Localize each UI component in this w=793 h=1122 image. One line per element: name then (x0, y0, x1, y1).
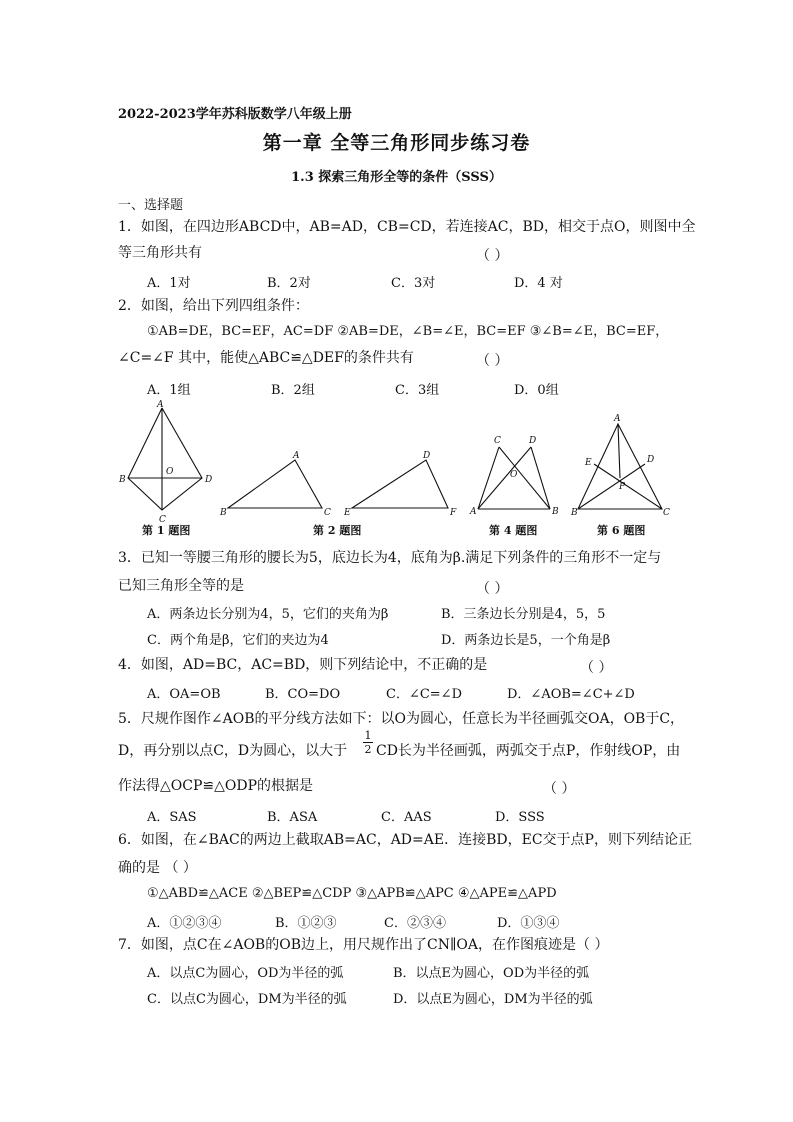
q2-line1: 2．如图，给出下列四组条件： (118, 298, 309, 314)
figures-row (110, 398, 690, 540)
q1-option-b: B．2对 (267, 276, 311, 291)
figure-4 (469, 436, 559, 517)
q4-option-a: A．OA=OB (147, 687, 221, 702)
q3-option-d: D．两条边长是5，一个角是β (441, 633, 611, 648)
q1-option-d: D．4 对 (514, 276, 563, 291)
q2-line2: ①AB=DE，BC=EF，AC=DF ②AB=DE，∠B=∠E，BC=EF ③∠B=∠E，BC=EF， (147, 324, 669, 339)
q5-option-b: B．ASA (267, 810, 318, 825)
f4-label-o: O (510, 470, 518, 480)
q1-option-c: C．3对 (391, 276, 436, 291)
q6-line1: 6．如图，在∠BAC的两边上截取AB=AC，AD=AE．连接BD，EC交于点P，则下列结论正 (118, 832, 692, 848)
q3-option-a: A．两条边长分别为4，5，它们的夹角为β (147, 607, 389, 622)
q4-paren: （ ） (580, 660, 613, 676)
q3-option-c: C．两个角是β，它们的夹边为4 (147, 633, 329, 648)
figure-2-triangle-def (343, 451, 457, 518)
q4-option-c: C．∠C=∠D (386, 687, 462, 702)
f4-label-a: A (470, 507, 477, 517)
q6-option-a: A．①②③④ (147, 916, 222, 931)
f2b-label-d: D (423, 451, 431, 461)
q4-option-b: B．CO=DO (265, 687, 341, 702)
page-title: 第一章 全等三角形同步练习卷 (262, 132, 531, 154)
q5-paren: （ ） (543, 781, 576, 797)
q5-line1: 5．尺规作图作∠AOB的平分线方法如下：以O为圆心，任意长为半径画弧交OA，OB于C， (118, 711, 685, 727)
q3-paren: （ ） (476, 581, 509, 597)
q2-option-d: D．0组 (514, 383, 559, 398)
q7-option-a: A．以点C为圆心，OD为半径的弧 (147, 966, 344, 981)
q1-option-a: A．1对 (147, 276, 191, 291)
page-subtitle: 1.3 探索三角形全等的条件（SSS） (291, 170, 502, 185)
f1-label-b: B (119, 475, 126, 485)
f6-label-b: B (571, 508, 578, 518)
f2a-label-c: C (324, 508, 331, 518)
q5-fraction (363, 729, 373, 756)
doc-header: 2022-2023学年苏科版数学八年级上册 (118, 107, 352, 122)
q6-option-b: B．①②③ (275, 916, 337, 931)
figure-4-caption: 第 4 题图 (489, 524, 538, 537)
f1-label-c: C (159, 515, 166, 525)
f2b-label-f: F (450, 508, 457, 518)
f6-label-a: A (614, 414, 621, 424)
q5-option-c: C．AAS (381, 810, 432, 825)
q1-line1: 1．如图，在四边形ABCD中，AB=AD，CB=CD，若连接AC，BD，相交于点O，则图中全 (118, 219, 696, 235)
q6-line3: ①△ABD≌△ACE ②△BEP≌△CDP ③△APB≌△APC ④△APE≌△APD (147, 886, 557, 901)
q2-option-b: B．2组 (271, 383, 315, 398)
figure-6-caption: 第 6 题图 (597, 524, 646, 537)
figure-1-caption: 第 1 题图 (142, 524, 191, 537)
f6-label-d: D (647, 455, 655, 465)
section-heading: 一、选择题 (118, 198, 184, 213)
f2a-label-b: B (220, 508, 227, 518)
q7-option-d: D．以点E为圆心，DM为半径的弧 (393, 992, 593, 1007)
figure-1-kite (118, 400, 212, 525)
q1-paren: （ ） (476, 248, 509, 264)
q5-fraction-denominator: 2 (364, 743, 372, 756)
f4-label-d: D (529, 436, 537, 446)
q5-line2-end: CD长为半径画弧，两弧交于点P，作射线OP，由 (376, 743, 681, 759)
q5-fraction-numerator: 1 (364, 729, 372, 742)
q5-line3: 作法得△OCP≌△ODP的根据是 (118, 778, 313, 794)
q7-option-b: B．以点E为圆心，OD为半径的弧 (393, 966, 590, 981)
f6-label-e: E (585, 458, 592, 468)
q2-option-a: A．1组 (147, 383, 191, 398)
q6-option-c: C．②③④ (384, 916, 446, 931)
q4-option-d: D．∠AOB=∠C+∠D (507, 687, 635, 702)
f2b-label-e: E (344, 508, 351, 518)
q7-option-c: C．以点C为圆心，DM为半径的弧 (147, 992, 347, 1007)
f1-label-a: A (157, 400, 164, 410)
q2-paren: （ ） (476, 353, 509, 369)
q3-line2: 已知三角形全等的是 (118, 578, 244, 594)
q1-line2: 等三角形共有 (118, 245, 202, 261)
f4-label-b: B (552, 507, 559, 517)
figure-2-triangle-abc (219, 451, 331, 518)
f6-label-c: C (663, 508, 670, 518)
q6-line2: 确的是 （ ） (118, 860, 197, 876)
f1-label-o: O (166, 467, 174, 477)
q5-line2-start: D，再分别以点C，D为圆心，以大于 (118, 743, 348, 759)
q2-line3: ∠C=∠F 其中，能使△ABC≌△DEF的条件共有 (118, 350, 414, 366)
q7-line1: 7．如图，点C在∠AOB的OB边上，用尺规作出了CN∥OA，在作图痕迹是（ ） (118, 937, 609, 953)
f4-label-c: C (494, 436, 501, 446)
q5-option-d: D．SSS (495, 810, 545, 825)
figure-2-caption: 第 2 题图 (313, 524, 362, 537)
q5-option-a: A．SAS (147, 810, 197, 825)
f6-label-p: P (619, 482, 626, 492)
q3-option-b: B．三条边长分别是4，5，5 (441, 607, 606, 622)
q6-option-d: D．①③④ (497, 916, 560, 931)
q3-line1: 3．已知一等腰三角形的腰长为5，底边长为4，底角为β.满足下列条件的三角形不一定与 (118, 550, 662, 566)
f1-label-d: D (205, 475, 213, 485)
q2-option-c: C．3组 (395, 383, 440, 398)
figure-6 (570, 414, 670, 518)
q4-line1: 4．如图，AD=BC，AC=BD，则下列结论中，不正确的是 (118, 657, 488, 673)
f2a-label-a: A (293, 451, 300, 461)
